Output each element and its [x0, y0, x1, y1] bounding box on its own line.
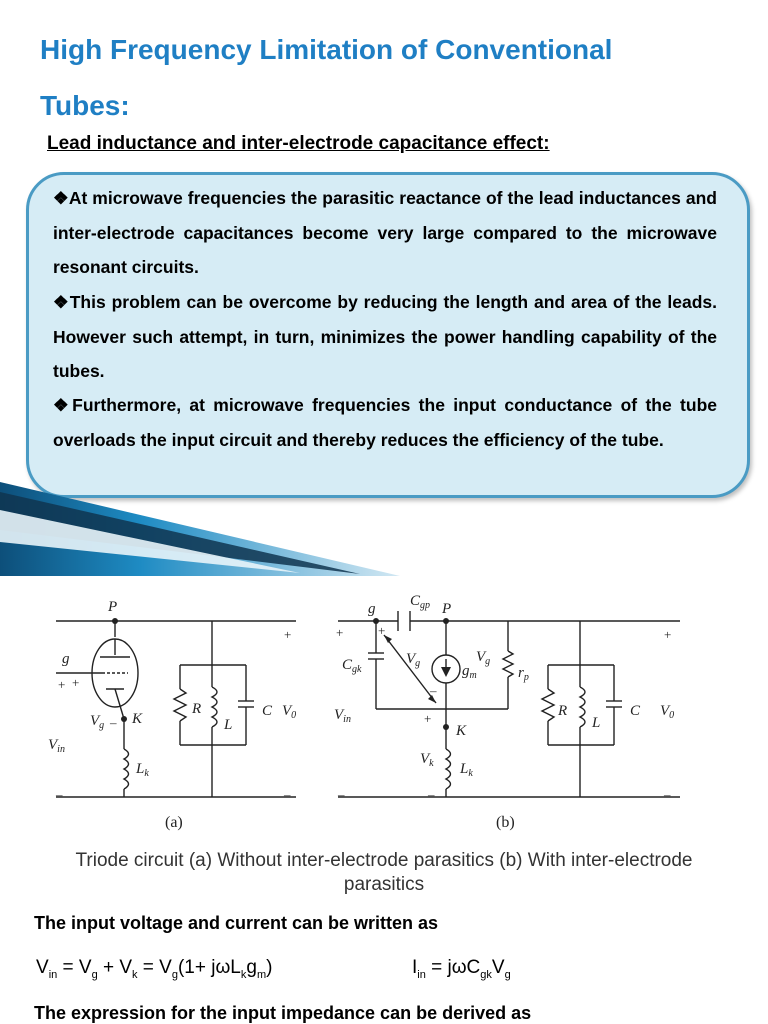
- body-text-input-impedance: The expression for the input impedance can be derived as: [34, 1003, 532, 1023]
- label-b-L: L: [592, 715, 601, 731]
- decorative-swoosh: [0, 480, 400, 580]
- label-a-C: C: [262, 703, 273, 719]
- junction-dot: [112, 618, 118, 624]
- paragraph-text: This problem can be overcome by reducing the length and area of the leads. However such attempt, in turn, minimizes the power handling capability of the tubes.: [53, 292, 717, 381]
- slide-title-line-1: High Frequency Limitation of Conventional: [40, 34, 613, 65]
- caption-line-1: Triode circuit (a) Without inter-electrode parasitics (b) With inter-electrode: [75, 850, 693, 871]
- body-text-input-voltage: The input voltage and current can be written as: [34, 913, 439, 933]
- label-a-P: P: [108, 599, 118, 615]
- bullet-paragraph-2: [53, 285, 717, 389]
- junction-dot: [443, 618, 449, 624]
- diamond-bullet-icon: ❖: [53, 188, 69, 208]
- plus-sign: +: [664, 627, 672, 642]
- plus-sign: +: [284, 627, 292, 642]
- label-a-L: L: [224, 717, 233, 733]
- label-b-Vk: $V_k$: [420, 751, 434, 769]
- label-a-g: g: [62, 651, 70, 667]
- label-b-K: K: [456, 723, 467, 739]
- diamond-bullet-icon: ❖: [53, 395, 73, 415]
- equation-vin: $V_{in} = V_g + V_k = V_g(1+ j\omega L_kg_m)$: [36, 957, 273, 981]
- label-b-Vg: $V_g$: [406, 651, 421, 669]
- label-b-P: P: [442, 601, 452, 617]
- diamond-bullet-icon: ❖: [53, 292, 70, 312]
- label-a-K: K: [132, 711, 143, 727]
- label-a-Vg: $V_g$: [90, 713, 105, 731]
- figure-label-a: (a): [165, 814, 183, 831]
- label-b-Cgp: $C_{gp}$: [410, 593, 431, 611]
- label-a-Lk: $L_k$: [136, 761, 149, 779]
- label-b-Cgk: $C_{gk}$: [342, 657, 362, 675]
- label-b-R: R: [558, 703, 568, 719]
- equation-iin: $I_{in} = j\omega C_{gk}V_g$: [412, 957, 511, 981]
- figure-caption: [0, 849, 768, 897]
- bullet-paragraph-1: [53, 181, 717, 285]
- label-a-Vin: $V_{in}$: [48, 737, 65, 755]
- junction-dot: [443, 724, 449, 730]
- bullet-paragraph-3: [53, 388, 717, 457]
- plus-sign: +: [72, 675, 80, 690]
- section-heading: Lead inductance and inter-electrode capacitance effect:: [47, 133, 550, 154]
- label-b-gm: $g_m$: [462, 663, 477, 681]
- label-b-C: C: [630, 703, 641, 719]
- paragraph-text: Furthermore, at microwave frequencies the input conductance of the tube overloads the input circuit and thereby reduces the efficiency of the tube.: [53, 395, 717, 450]
- plus-sign: +: [378, 623, 386, 638]
- label-b-V0: $V_0$: [660, 703, 675, 721]
- paragraph-text: At microwave frequencies the parasitic reactance of the lead inductances and inter-electrode capacitances become very large compared to the microwave resonant circuits.: [53, 188, 717, 277]
- minus-sign: –: [428, 787, 435, 802]
- minus-sign: –: [338, 787, 345, 802]
- label-b-rp: $r_p$: [518, 665, 529, 683]
- label-b-Vin: $V_{in}$: [334, 707, 351, 725]
- label-b-Vg2: $V_g$: [476, 649, 491, 667]
- minus-sign: –: [110, 715, 117, 730]
- junction-dot: [121, 716, 127, 722]
- plus-sign: +: [424, 711, 432, 726]
- minus-sign: –: [664, 787, 671, 802]
- figure-label-b: (b): [496, 814, 515, 831]
- caption-line-2: parasitics: [343, 874, 425, 895]
- plus-sign: +: [336, 625, 344, 640]
- minus-sign: –: [430, 683, 437, 698]
- plus-sign: +: [58, 677, 66, 692]
- label-a-R: R: [192, 701, 202, 717]
- label-a-V0: $V_0$: [282, 703, 297, 721]
- minus-sign: –: [284, 787, 291, 802]
- slide-title-line-2: Tubes:: [40, 90, 130, 121]
- minus-sign: –: [56, 787, 63, 802]
- info-box: [26, 172, 750, 498]
- label-b-g: g: [368, 601, 376, 617]
- label-b-Lk: $L_k$: [460, 761, 473, 779]
- triode-circuit-figure: [0, 577, 768, 842]
